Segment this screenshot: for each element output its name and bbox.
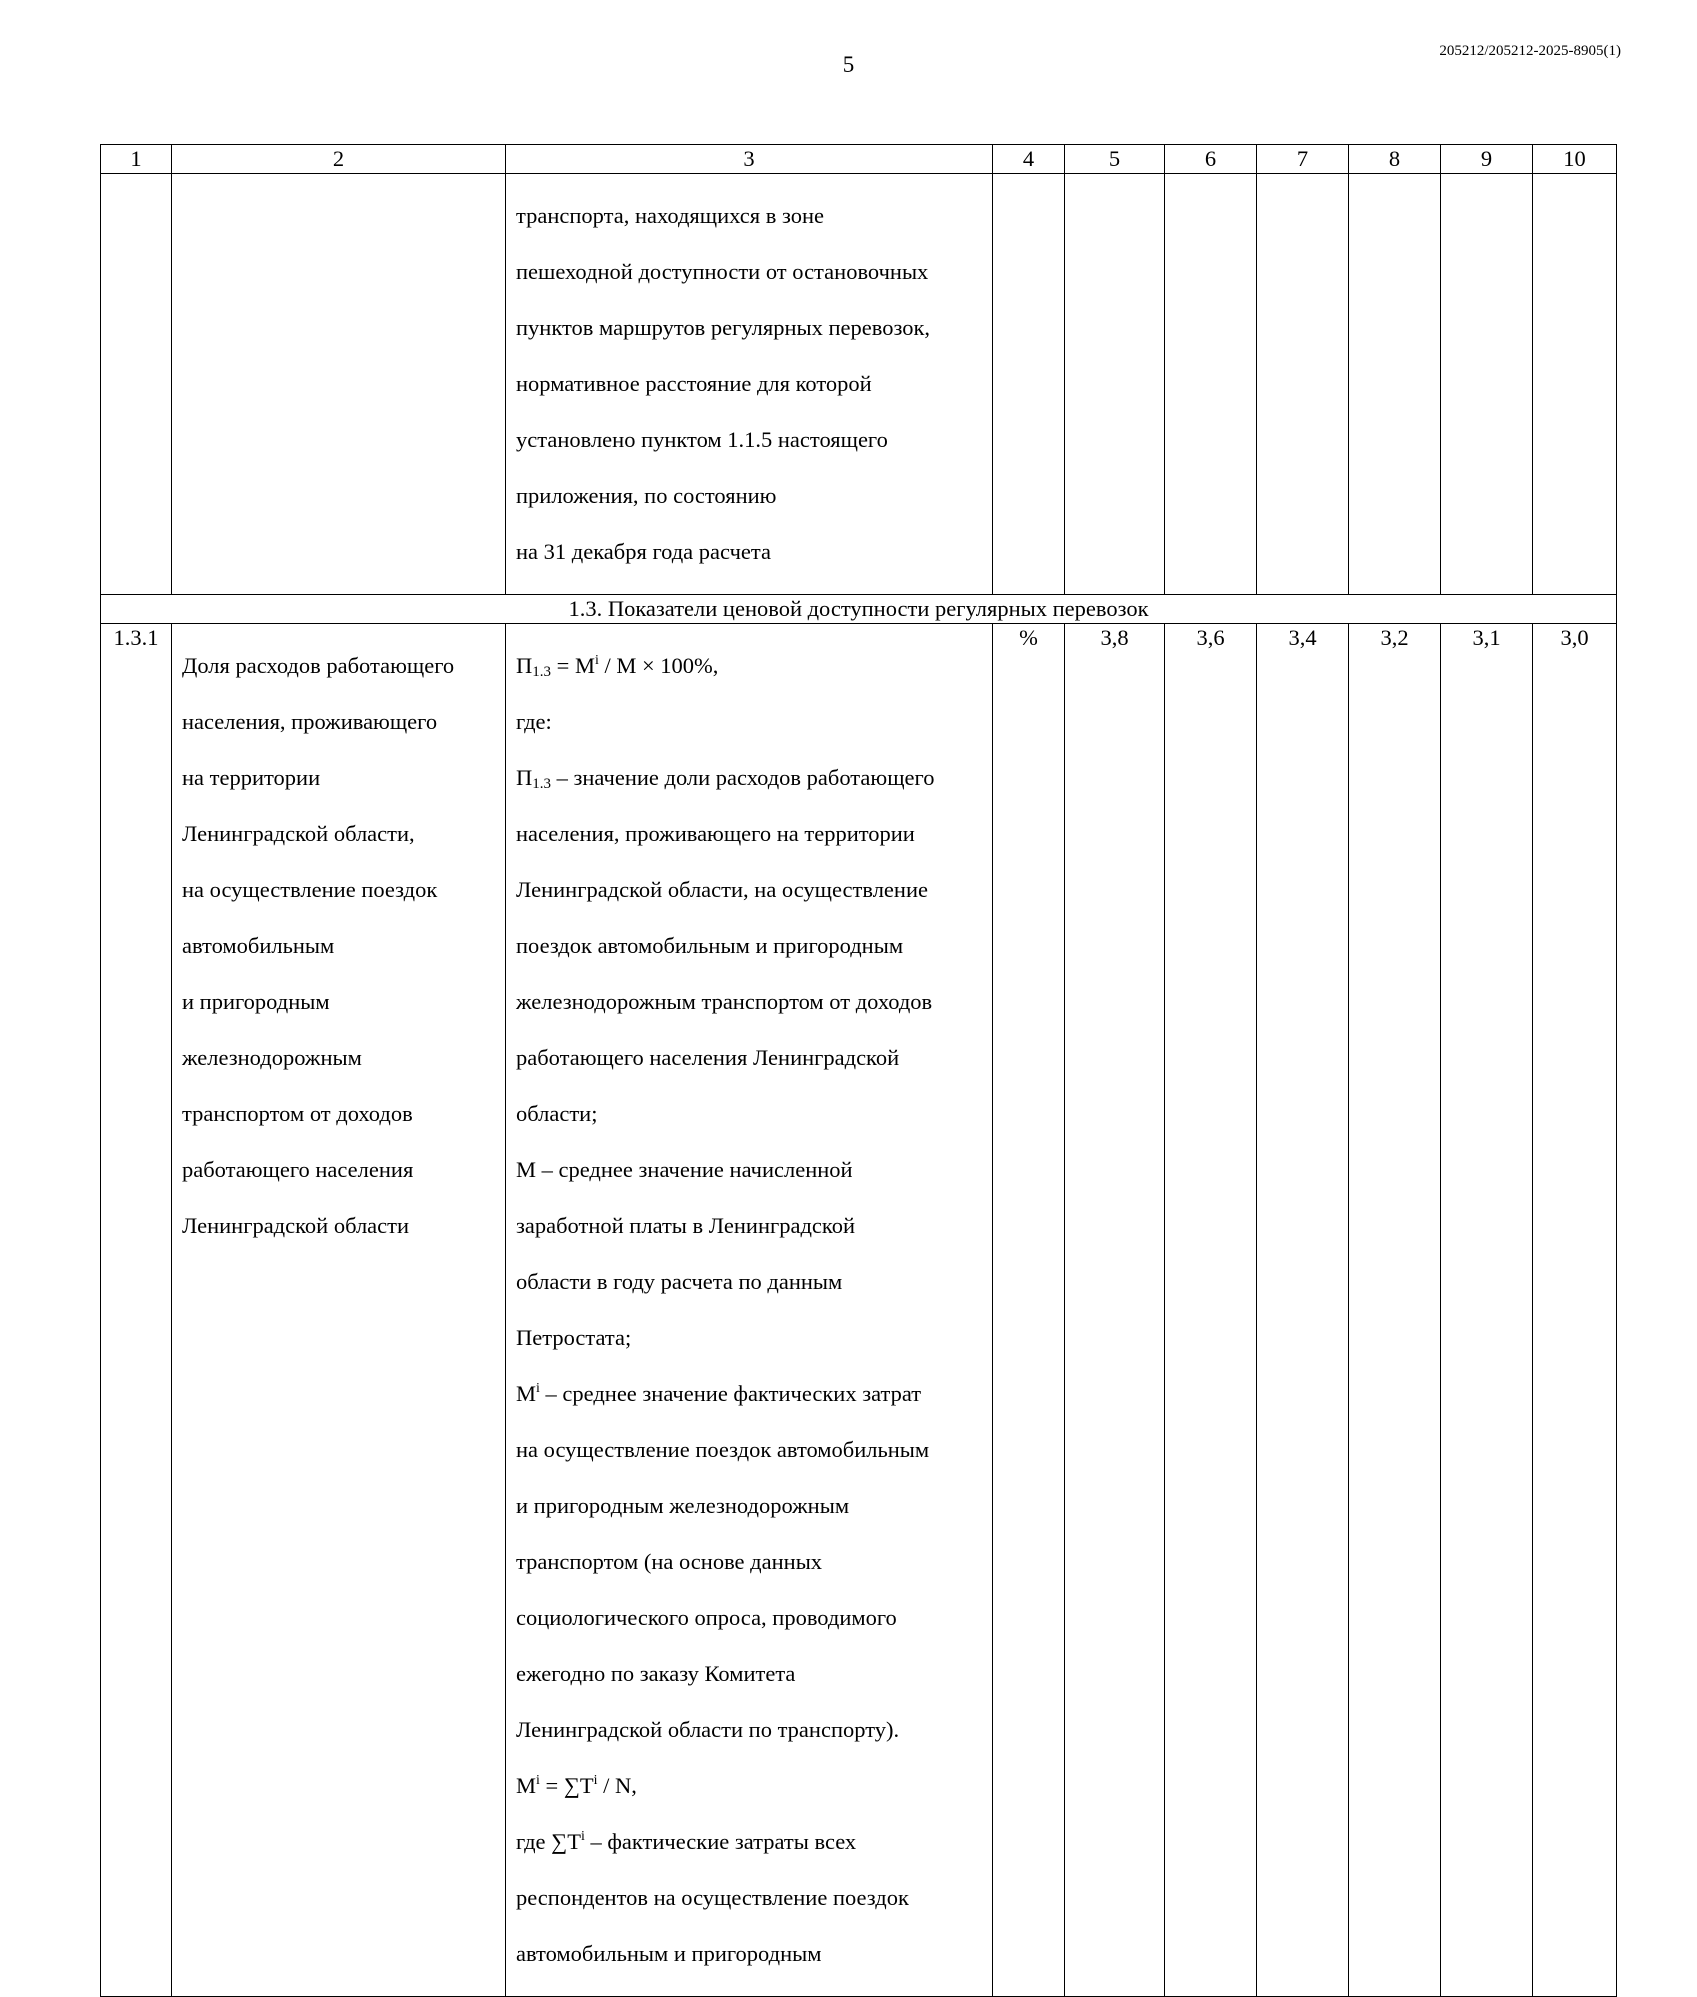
- i-superscript: i: [536, 1381, 540, 1396]
- p-symbol: П: [516, 765, 533, 790]
- column-header: 3: [506, 145, 993, 174]
- mi-formula-line: [516, 1772, 983, 1800]
- text-line: Ленинградской области, на осуществление: [516, 877, 928, 902]
- value-cell: 3,8: [1065, 624, 1165, 1997]
- value-cell: 3,1: [1441, 624, 1533, 1997]
- indicator-row-1-3-1: [101, 624, 1617, 1997]
- calculation-method-cell: [506, 624, 993, 1997]
- formula-line: [516, 652, 983, 680]
- text-line: работающего населения: [182, 1157, 414, 1182]
- text-line: на территории: [182, 765, 321, 790]
- empty-cell: [1441, 174, 1533, 595]
- formula-eq: = M: [551, 653, 595, 678]
- text-line: транспортом (на основе данных: [516, 1549, 823, 1574]
- text-line: и пригородным: [182, 989, 330, 1014]
- text-line: железнодорожным транспортом от доходов: [516, 989, 933, 1014]
- mi-formula-tail: / N,: [597, 1773, 637, 1798]
- sum-head: где ∑T: [516, 1829, 581, 1854]
- p-description: – значение доли расходов работающего: [551, 765, 935, 790]
- empty-cell: [101, 174, 172, 595]
- text-line: автомобильным: [182, 933, 335, 958]
- empty-cell: [172, 174, 506, 595]
- unit-cell: %: [993, 624, 1065, 1997]
- text-line: установлено пунктом 1.1.5 настоящего: [516, 427, 888, 452]
- m-symbol: M: [516, 1381, 537, 1406]
- header-row: [101, 145, 1617, 174]
- text-line: работающего населения Ленинградской: [516, 1045, 900, 1070]
- text-line: социологического опроса, проводимого: [516, 1605, 897, 1630]
- text-line: респондентов на осуществление поездок: [516, 1885, 909, 1910]
- text-line: Ленинградской области по транспорту).: [516, 1717, 900, 1742]
- empty-cell: [1257, 174, 1349, 595]
- column-header: 5: [1065, 145, 1165, 174]
- mi-description-line: [516, 1380, 983, 1408]
- document-id: 205212/205212-2025-8905(1): [1439, 43, 1621, 59]
- sum-description-line: [516, 1828, 983, 1856]
- formula-tail: / M × 100%,: [598, 653, 719, 678]
- text-line: населения, проживающего на территории: [516, 821, 915, 846]
- m-symbol: M: [516, 1773, 537, 1798]
- text-line: транспортом от доходов: [182, 1101, 413, 1126]
- column-header: 1: [101, 145, 172, 174]
- column-header: 2: [172, 145, 506, 174]
- text-line: приложения, по состоянию: [516, 483, 777, 508]
- continued-row: [101, 174, 1617, 595]
- section-title: 1.3. Показатели ценовой доступности регулярных перевозок: [101, 595, 1617, 624]
- text-line: автомобильным и пригородным: [516, 1941, 822, 1966]
- i-superscript: i: [536, 1773, 540, 1788]
- text-line: области;: [516, 1101, 598, 1126]
- text-line: Ленинградской области,: [182, 821, 415, 846]
- mi-description: – среднее значение фактических затрат: [539, 1381, 922, 1406]
- value-cell: 3,0: [1533, 624, 1617, 1997]
- text-line: Доля расходов работающего: [182, 653, 455, 678]
- p-subscript: 1.3: [532, 664, 551, 680]
- section-row: [101, 595, 1617, 624]
- text-line: Ленинградской области: [182, 1213, 410, 1238]
- text-line: ежегодно по заказу Комитета: [516, 1661, 796, 1686]
- i-superscript: i: [580, 1829, 585, 1844]
- value-cell: 3,2: [1349, 624, 1441, 1997]
- page-number: 5: [842, 52, 855, 77]
- text-line: железнодорожным: [182, 1045, 362, 1070]
- text-line: пунктов маршрутов регулярных перевозок,: [516, 315, 931, 340]
- i-superscript: i: [593, 1773, 598, 1788]
- text-line: пешеходной доступности от остановочных: [516, 259, 929, 284]
- empty-cell: [1349, 174, 1441, 595]
- empty-cell: [1533, 174, 1617, 595]
- value-cell: 3,4: [1257, 624, 1349, 1997]
- indicator-name-cell: [172, 624, 506, 1997]
- column-header: 4: [993, 145, 1065, 174]
- indicators-table: [100, 144, 1617, 1997]
- text-line: поездок автомобильным и пригородным: [516, 933, 904, 958]
- column-header: 6: [1165, 145, 1257, 174]
- empty-cell: [1165, 174, 1257, 595]
- text-line: и пригородным железнодорожным: [516, 1493, 850, 1518]
- sum-symbol: = ∑T: [539, 1773, 594, 1798]
- text-line: M – среднее значение начисленной: [516, 1157, 853, 1182]
- text-line: на осуществление поездок: [182, 877, 438, 902]
- text-line: на 31 декабря года расчета: [516, 539, 771, 564]
- column-header: 8: [1349, 145, 1441, 174]
- empty-cell: [993, 174, 1065, 595]
- text-line: нормативное расстояние для которой: [516, 371, 872, 396]
- i-superscript: i: [594, 653, 599, 668]
- text-line: области в году расчета по данным: [516, 1269, 843, 1294]
- text-line: заработной платы в Ленинградской: [516, 1213, 855, 1238]
- text-line: населения, проживающего: [182, 709, 438, 734]
- value-cell: 3,6: [1165, 624, 1257, 1997]
- continued-description-cell: [506, 174, 993, 595]
- text-line: где:: [516, 709, 552, 734]
- column-header: 7: [1257, 145, 1349, 174]
- sum-tail: – фактические затраты всех: [584, 1829, 857, 1854]
- text-line: на осуществление поездок автомобильным: [516, 1437, 930, 1462]
- p-symbol: П: [516, 653, 533, 678]
- text-line: Петростата;: [516, 1325, 632, 1350]
- p-subscript: 1.3: [532, 776, 551, 792]
- column-header: 10: [1533, 145, 1617, 174]
- column-header: 9: [1441, 145, 1533, 174]
- text-line: транспорта, находящихся в зоне: [516, 203, 824, 228]
- empty-cell: [1065, 174, 1165, 595]
- p-description-line: [516, 764, 983, 792]
- indicator-code: 1.3.1: [101, 624, 172, 1997]
